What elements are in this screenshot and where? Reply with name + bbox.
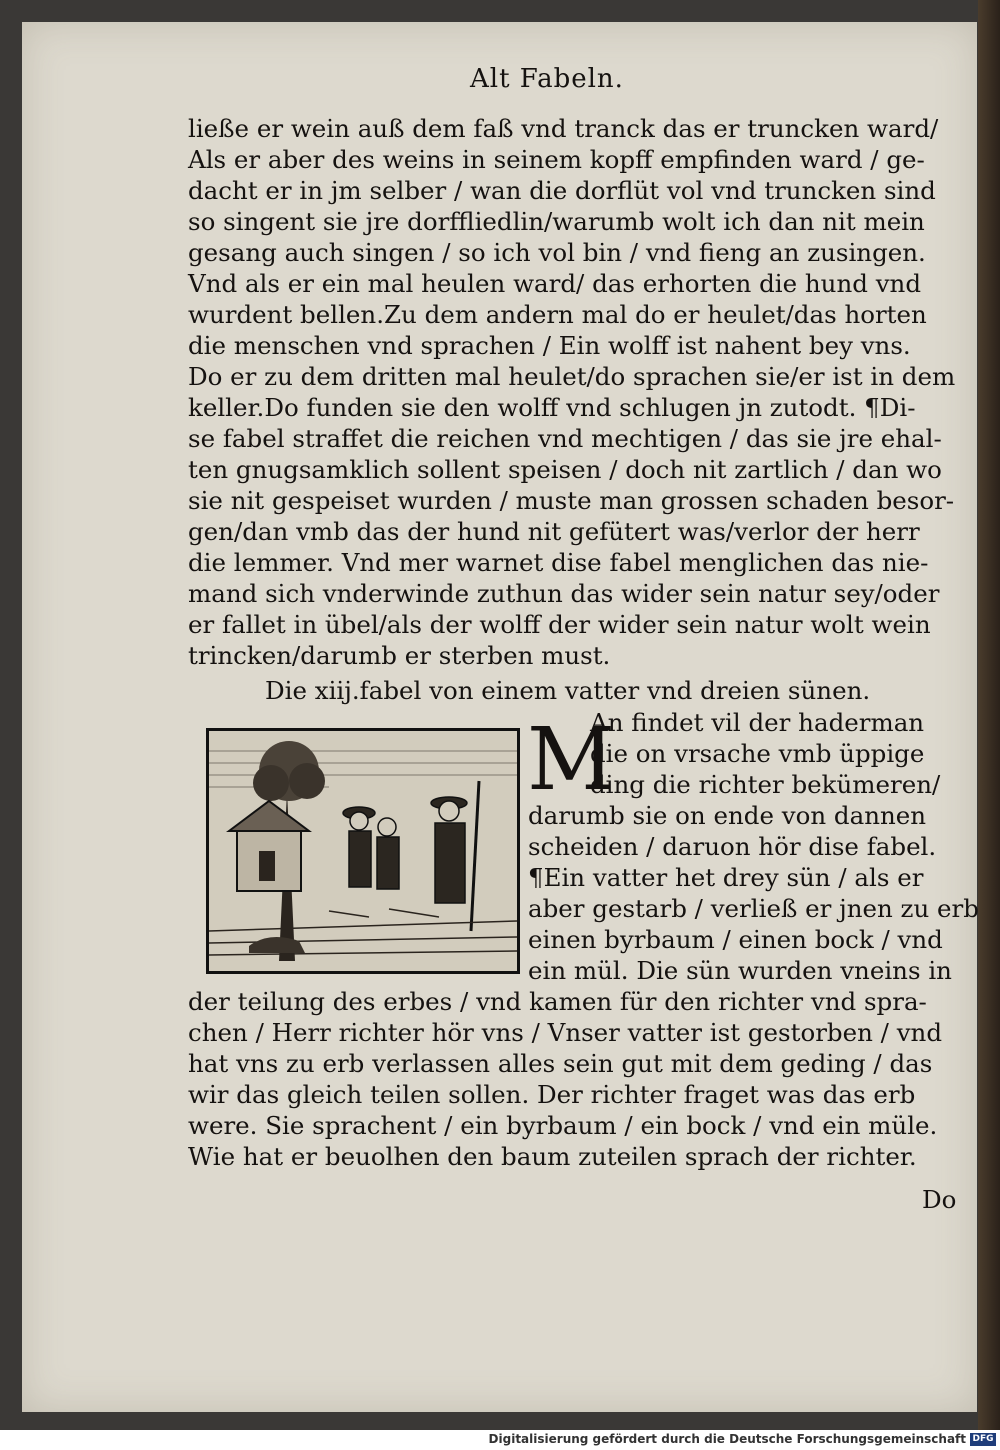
text-line: darumb sie on ende von dannen [528, 801, 927, 830]
text-line: die menschen vnd sprachen / Ein wolff ist nahent bey vns. [188, 331, 911, 360]
text-line: dacht er in jm selber / wan die dorflüt vol vnd truncken sind [188, 176, 936, 205]
text-line: keller.Do funden sie den wolff vnd schlugen jn zutodt. ¶Di- [188, 393, 916, 422]
text-line: scheiden / daruon hör dise fabel. [528, 832, 937, 861]
drop-cap-initial: M [527, 710, 616, 810]
text-line: Do er zu dem dritten mal heulet/do sprachen sie/er ist in dem [188, 362, 956, 391]
text-line: trincken/darumb er sterben must. [188, 641, 611, 670]
book-spine [978, 0, 1000, 1430]
text-line: wurdent bellen.Zu dem andern mal do er heulet/das horten [188, 300, 927, 329]
text-line: mand sich vnderwinde zuthun das wider sein natur sey/oder [188, 579, 940, 608]
text-line: aber gestarb / verließ er jnen zu erb [528, 894, 979, 923]
text-line: Als er aber des weins in seinem kopff empfinden ward / ge- [188, 145, 925, 174]
text-line: die lemmer. Vnd mer warnet dise fabel menglichen das nie- [188, 548, 929, 577]
woodcut-image [209, 731, 517, 971]
fable-title: Die xiij.fabel von einem vatter vnd dreien sünen. [265, 676, 871, 705]
text-line: einen byrbaum / einen bock / vnd [528, 925, 943, 954]
text-line: so singent sie jre dorffliedlin/warumb wolt ich dan nit mein [188, 207, 925, 236]
text-line: gen/dan vmb das der hund nit gefütert was/verlor der herr [188, 517, 920, 546]
text-line: ließe er wein auß dem faß vnd tranck das er truncken ward/ [188, 114, 939, 143]
catchword: Do [922, 1185, 957, 1214]
text-line: die on vrsache vmb üppige [590, 739, 925, 768]
funding-credit: Digitalisierung gefördert durch die Deutsche Forschungsgemeinschaft [488, 1432, 966, 1446]
text-line: ¶Ein vatter het drey sün / als er [528, 863, 924, 892]
text-line: ten gnugsamklich sollent speisen / doch nit zartlich / dan wo [188, 455, 942, 484]
text-line: Vnd als er ein mal heulen ward/ das erhorten die hund vnd [188, 269, 922, 298]
running-title: Alt Fabeln. [470, 64, 624, 94]
text-line: chen / Herr richter hör vns / Vnser vatter ist gestorben / vnd [188, 1018, 943, 1047]
text-line: ein mül. Die sün wurden vneins in [528, 956, 952, 985]
text-line: wir das gleich teilen sollen. Der richter fraget was das erb [188, 1080, 916, 1109]
text-line: hat vns zu erb verlassen alles sein gut mit dem geding / das [188, 1049, 933, 1078]
text-line: Wie hat er beuolhen den baum zuteilen sprach der richter. [188, 1142, 917, 1171]
text-line: der teilung des erbes / vnd kamen für den richter vnd spra- [188, 987, 927, 1016]
text-line: er fallet in übel/als der wolff der wider sein natur wolt wein [188, 610, 931, 639]
text-line: An findet vil der haderman [590, 708, 925, 737]
text-line: sie nit gespeiset wurden / muste man grossen schaden besor- [188, 486, 955, 515]
text-line: gesang auch singen / so ich vol bin / vnd fieng an zusingen. [188, 238, 926, 267]
footer-bar [0, 1430, 1000, 1450]
dfg-logo: DFG [970, 1433, 996, 1446]
text-line: se fabel straffet die reichen vnd mechtigen / das sie jre ehal- [188, 424, 942, 453]
text-line: were. Sie sprachent / ein byrbaum / ein bock / vnd ein müle. [188, 1111, 938, 1140]
text-line: ding die richter bekümeren/ [590, 770, 941, 799]
woodcut-illustration [206, 728, 520, 974]
